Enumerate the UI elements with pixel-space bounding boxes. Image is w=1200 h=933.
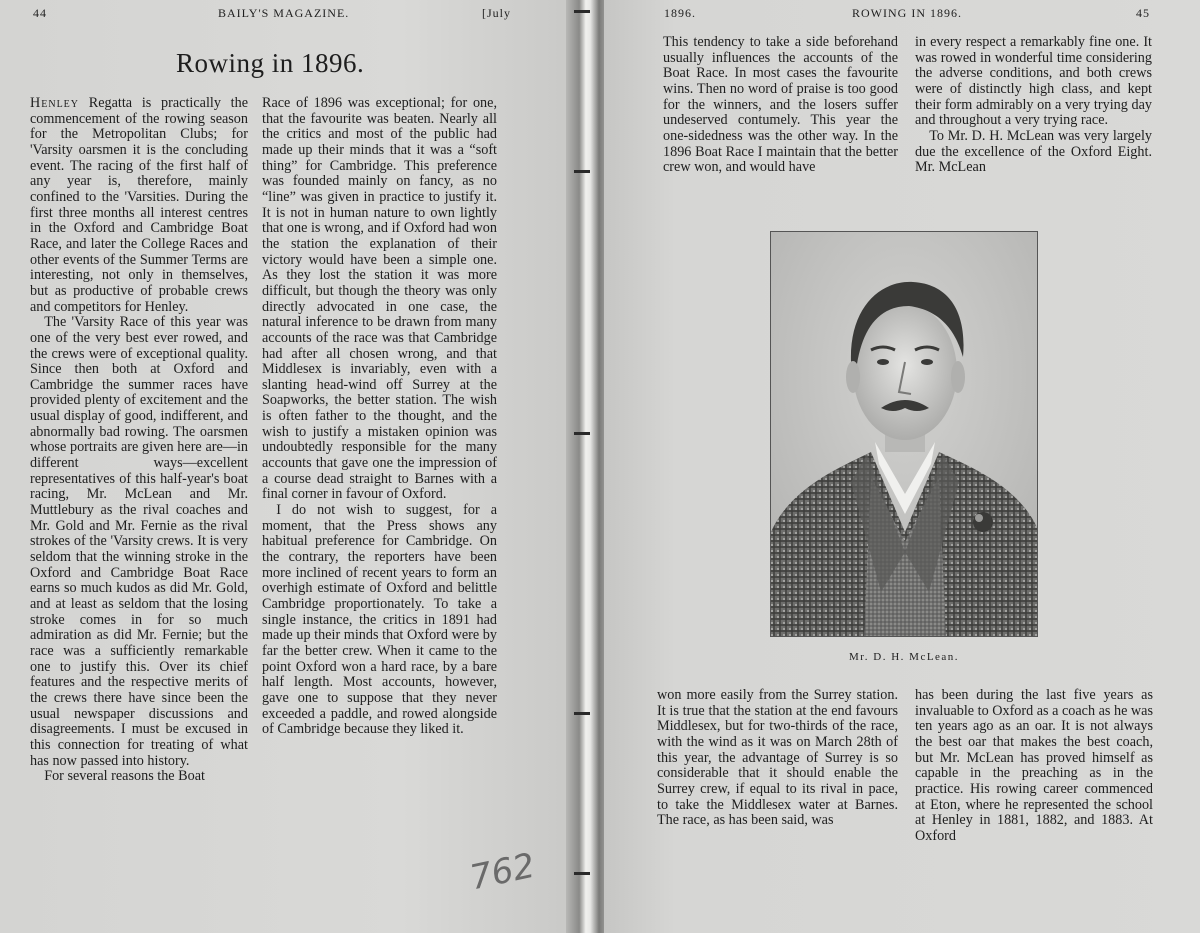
right-column-2-bottom [915, 688, 1153, 845]
left-page-number: 44 [33, 6, 47, 20]
paragraph: has been during the last five years as invaluable to Oxford as a coach as he was ten years ago as an oar. It is not always the best oar that makes the best coach, but Mr. McLean has proved himself as capable in the preaching as in the practice. His rowing career commenced at Eton, where he represented the school at Henley in 1881, 1882, and 1883. At Oxford [915, 687, 1153, 844]
paragraph: won more easily from the Surrey station. It is true that the station at the end favours Middlesex, but for two-thirds of the race, with the wind as it was on March 28th of this year, the advantage of Surrey is so considerable that it should enable the Surrey crew, if equal to its rival in pace, to take the Middlesex water at Barnes. The race, as has been said, was [657, 687, 898, 829]
left-column-2 [262, 96, 497, 738]
article-title: Rowing in 1896. [176, 48, 365, 78]
portrait-illustration [771, 232, 1038, 637]
paragraph: This tendency to take a side beforehand usually influences the accounts of the Boat Race. In most cases the favourite wins. Then no word of praise is too good for the winners, and the losers suffer undeserved contumely. This year the one-sidedness was the other way. In the 1896 Boat Race I maintain that the better crew won, and would have [663, 34, 898, 176]
binding-stitch [574, 712, 590, 715]
paragraph: To Mr. D. H. McLean was very largely due the excellence of the Oxford Eight. Mr. McLean [915, 127, 1152, 176]
paragraph: in every respect a remarkably fine one. It was rowed in wonderful time considering the adverse conditions, and both crews were of distinctly high class, and kept their form admirably on a very trying day and throughout a very trying race. [915, 34, 1152, 129]
portrait-photo [770, 231, 1038, 637]
right-column-2-top [915, 35, 1152, 176]
right-column-1-bottom [657, 688, 898, 829]
left-running-head-month: [July [482, 6, 511, 20]
handwritten-note: 762 [466, 845, 539, 899]
paragraph: For several reasons the Boat [44, 768, 205, 785]
binding-stitch [574, 432, 590, 435]
left-page [0, 0, 574, 933]
left-column-1 [30, 96, 248, 785]
paragraph: I do not wish to suggest, for a moment, that the Press shows any habitual preference for Cambridge. On the contrary, the reporters have been more inclined of recent years to form an overhigh estimate of Oxford and belittle Cambridge proportionately. To take a single instance, the critics in 1891 had made up their minds that Oxford were by far the better crew. When it came to the point Oxford won a hard race, by a bare half length. Most accounts, however, gave one to suppose that they never exceeded a paddle, and rowed alongside of Cambridge because they liked it. [262, 502, 497, 738]
binding-stitch [574, 170, 590, 173]
binding-stitch [574, 872, 590, 875]
paragraph: Henley Regatta is practically the commencement of the rowing season for the Metropolitan Clubs; for 'Varsity oarsmen it is the concluding event. The racing of the first half of any year is, therefore, mainly confined to the 'Varsities. During the first three months all interest centres in the Oxford and Cambridge Boat Race, and later the College Races and other events of the Summer Terms are interesting, not only in themselves, but as productive of probable crews and competitors for Henley. [30, 95, 248, 315]
right-column-1-top [663, 35, 898, 176]
right-running-head-year: 1896. [664, 6, 696, 20]
right-page-number: 45 [1136, 6, 1150, 20]
paragraph: The 'Varsity Race of this year was one of the very best ever rowed, and the crews were of exceptional quality. Since then both at Oxford and Cambridge the summer races have provided plenty of excitement and the usual display of good, indifferent, and abnormally bad rowing. The oarsmen whose portraits are given here are—in different ways—excellent representatives of this half-year's boat racing, Mr. McLean and Mr. Muttlebury as the rival coaches and Mr. Gold and Mr. Fernie as the rival strokes of the 'Varsity crews. It is very seldom that the winning stroke in the Oxford and Cambridge Boat Race earns so much kudos as did Mr. Gold, and at least as seldom that the losing stroke comes in for so much admiration as did Mr. Fernie; but the race was a sufficiently remarkable one to justify this. Over its chief features and the respective merits of the crews there have since been the usual newspaper discussions and disagreements. I must be excused in this connection for treating of what has now passed into history. [30, 314, 248, 769]
binding-stitch [574, 10, 590, 13]
right-running-head: ROWING IN 1896. [852, 6, 962, 20]
lead-word: Henley [30, 95, 80, 111]
paragraph: Race of 1896 was exceptional; for one, that the favourite was beaten. Nearly all the critics and most of the public had made up their minds that it was a “soft thing” for Cambridge. This preference was founded mainly on fancy, as no “line” was given in practice to justify it. It is not in human nature to own lightly that one is wrong, and if Oxford had won the station the explanation of their victory would have been a simple one. As they lost the station it was more difficult, but though the theory was only directly advocated in one case, the natural inference to be drawn from many accounts of the race was that Cambridge had after all chosen wrong, and that Middlesex is invariably, even with a slanting head-wind off Surrey at the Soapworks, the better station. The wish is often father to the thought, and the wish to justify a mistaken opinion was undoubtedly responsible for the many accounts that gave one the impression of a course dead straight to Barnes with a final corner in favour of Oxford. [262, 95, 497, 503]
photo-caption: Mr. D. H. McLean. [848, 651, 960, 663]
left-running-head: BAILY'S MAGAZINE. [218, 6, 350, 20]
